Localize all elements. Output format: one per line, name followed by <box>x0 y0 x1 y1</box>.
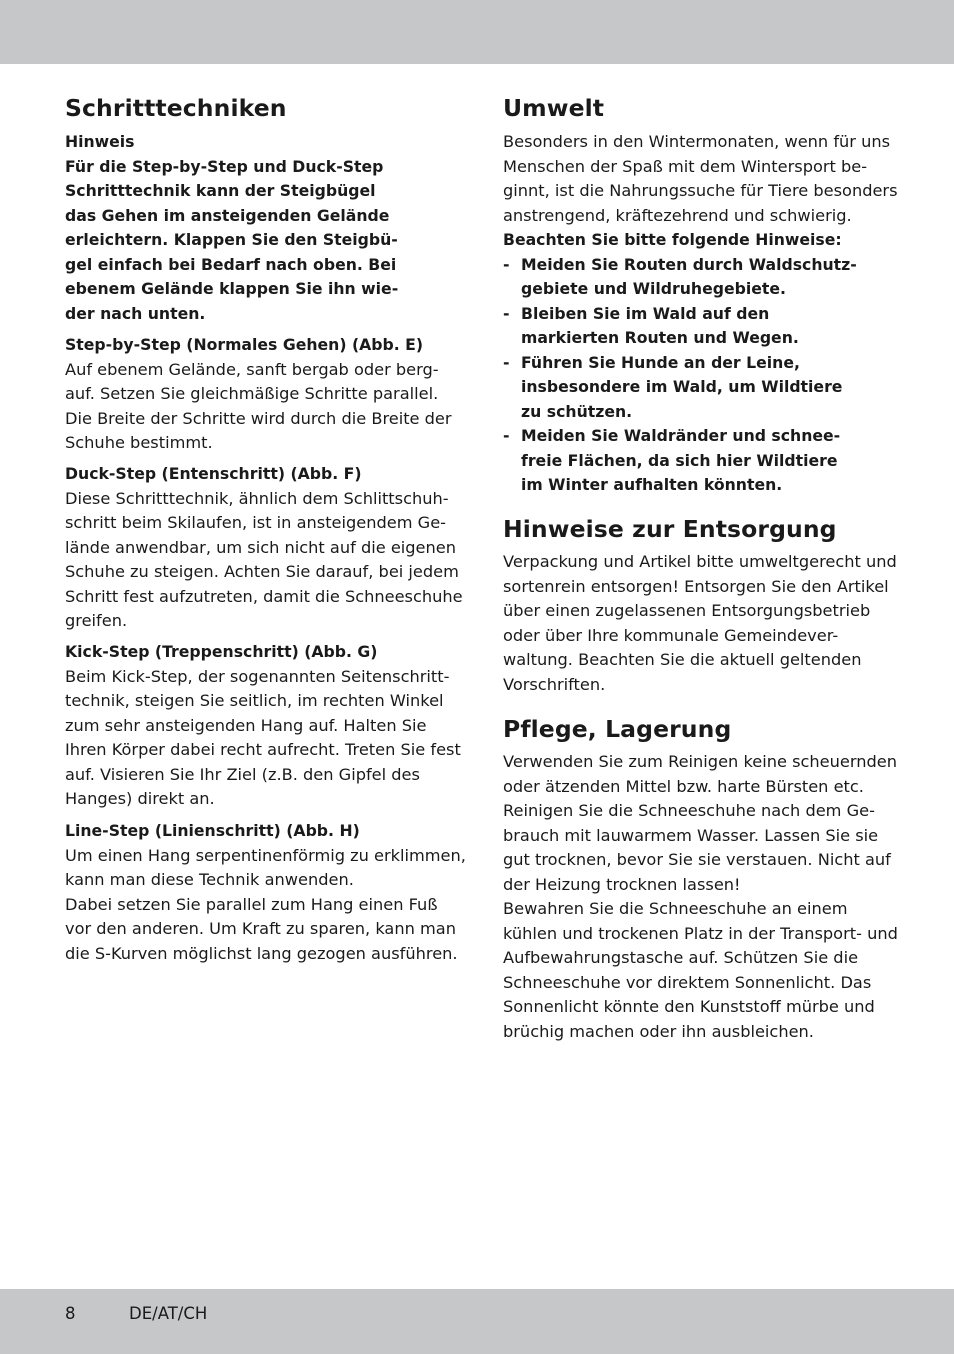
body-line: Vorschriften. <box>503 674 606 694</box>
locale-label: DE/AT/CH <box>129 1304 208 1323</box>
body-line: Reinigen Sie die Schneeschuhe nach dem Ge- <box>503 801 875 820</box>
body-line: zum sehr ansteigenden Hang auf. Halten Sie <box>65 715 427 735</box>
page-number: 8 <box>65 1304 76 1323</box>
bullet-line: freie Flächen, da sich hier Wildtiere <box>521 450 838 470</box>
section-heading: Schritttechniken <box>65 94 287 122</box>
body-line: Auf ebenem Gelände, sanft bergab oder berg- <box>65 359 439 379</box>
subsection-title: Line-Step (Linienschritt) (Abb. H) <box>65 821 360 840</box>
body-line: oder über Ihre kommunale Gemeindever- <box>503 625 839 645</box>
body-line: auf. Visieren Sie Ihr Ziel (z.B. den Gipfel des <box>65 764 420 784</box>
body-line: Diese Schritttechnik, ähnlich dem Schlittschuh- <box>65 488 449 508</box>
body-line: die S-Kurven möglichst lang gezogen ausführen. <box>65 943 458 963</box>
body-line: Hanges) direkt an. <box>65 789 215 808</box>
body-line: waltung. Beachten Sie die aktuell geltenden <box>503 650 862 669</box>
note-line: Schritttechnik kann der Steigbügel <box>65 181 376 200</box>
body-line: gut trocknen, bevor Sie sie verstauen. Nicht auf <box>503 850 891 869</box>
bullet-line: Führen Sie Hunde an der Leine, <box>521 352 800 372</box>
bullet-marker: - <box>503 303 510 323</box>
bullet-line: im Winter aufhalten könnten. <box>521 475 783 494</box>
body-line: Aufbewahrungstasche auf. Schützen Sie die <box>503 948 859 967</box>
body-line: technik, steigen Sie seitlich, im rechten Winkel <box>65 691 444 710</box>
body-line: kann man diese Technik anwenden. <box>65 870 354 889</box>
bullet-line: Bleiben Sie im Wald auf den <box>521 303 770 323</box>
body-line: Beim Kick-Step, der sogenannten Seitenschritt- <box>65 666 450 686</box>
note-title: Hinweis <box>65 132 135 151</box>
body-line: Schuhe bestimmt. <box>65 433 213 452</box>
subsection-title: Duck-Step (Entenschritt) (Abb. F) <box>65 464 362 483</box>
body-line: Sonnenlicht könnte den Kunststoff mürbe und <box>503 997 875 1016</box>
body-line: ginnt, ist die Nahrungssuche für Tiere besonders <box>503 181 898 200</box>
body-line: greifen. <box>65 611 128 630</box>
bullet-marker: - <box>503 426 510 445</box>
body-line: kühlen und trockenen Platz in der Transport- und <box>503 923 898 943</box>
bullet-line: insbesondere im Wald, um Wildtiere <box>521 377 843 396</box>
body-line: vor den anderen. Um Kraft zu sparen, kann man <box>65 919 456 938</box>
bullet-line: gebiete und Wildruhegebiete. <box>521 279 786 298</box>
body-line: schritt beim Skilaufen, ist in ansteigendem Ge- <box>65 513 446 532</box>
body-line: Besonders in den Wintermonaten, wenn für uns <box>503 132 891 151</box>
body-line: anstrengend, kräftezehrend und schwierig. <box>503 205 852 225</box>
subsection-title: Kick-Step (Treppenschritt) (Abb. G) <box>65 642 378 661</box>
body-line: Verwenden Sie zum Reinigen keine scheuernden <box>503 752 897 771</box>
bullet-line: markierten Routen und Wegen. <box>521 328 799 347</box>
body-line: auf. Setzen Sie gleichmäßige Schritte parallel. <box>65 384 439 403</box>
bullet-marker: - <box>503 352 510 372</box>
body-line: Verpackung und Artikel bitte umweltgerecht und <box>503 552 897 571</box>
note-line: das Gehen im ansteigenden Gelände <box>65 205 390 225</box>
bullet-line: Meiden Sie Waldränder und schnee- <box>521 426 841 445</box>
header-band <box>0 0 954 64</box>
note-line: Für die Step-by-Step und Duck-Step <box>65 156 384 176</box>
body-line: Schneeschuhe vor direktem Sonnenlicht. Das <box>503 972 872 992</box>
note-line: der nach unten. <box>65 303 206 323</box>
section-heading: Umwelt <box>503 94 605 122</box>
body-line: Um einen Hang serpentinenförmig zu erklimmen, <box>65 845 466 865</box>
body-line: sortenrein entsorgen! Entsorgen Sie den Artikel <box>503 576 889 596</box>
bullet-marker: - <box>503 254 510 274</box>
section-heading: Hinweise zur Entsorgung <box>503 515 837 543</box>
body-line: über einen zugelassenen Entsorgungsbetrieb <box>503 601 871 620</box>
body-line: Menschen der Spaß mit dem Wintersport be- <box>503 156 868 176</box>
subsection-title: Step-by-Step (Normales Gehen) (Abb. E) <box>65 335 424 354</box>
body-line: der Heizung trocknen lassen! <box>503 874 741 894</box>
body-line: Bewahren Sie die Schneeschuhe an einem <box>503 899 848 918</box>
bullet-line: zu schützen. <box>521 401 633 421</box>
section-heading: Pflege, Lagerung <box>503 715 732 743</box>
body-line: brüchig machen oder ihn ausbleichen. <box>503 1021 814 1041</box>
body-line: Schritt fest aufzutreten, damit die Schneeschuhe <box>65 586 463 606</box>
bullet-line: Meiden Sie Routen durch Waldschutz- <box>521 254 857 274</box>
body-line: lände anwendbar, um sich nicht auf die eigenen <box>65 537 456 557</box>
body-line: Die Breite der Schritte wird durch die Breite der <box>65 408 452 428</box>
note-line: erleichtern. Klappen Sie den Steigbü- <box>65 230 398 249</box>
body-line: Dabei setzen Sie parallel zum Hang einen Fuß <box>65 894 438 914</box>
note-line: ebenem Gelände klappen Sie ihn wie- <box>65 279 399 298</box>
body-line: Ihren Körper dabei recht aufrecht. Treten Sie fest <box>65 740 461 759</box>
body-line: Schuhe zu steigen. Achten Sie darauf, bei jedem <box>65 562 459 581</box>
body-line: brauch mit lauwarmem Wasser. Lassen Sie sie <box>503 825 879 845</box>
body-line: oder ätzenden Mittel bzw. harte Bürsten etc. <box>503 776 864 796</box>
note-line: gel einfach bei Bedarf nach oben. Bei <box>65 254 397 274</box>
bold-intro: Beachten Sie bitte folgende Hinweise: <box>503 230 842 249</box>
